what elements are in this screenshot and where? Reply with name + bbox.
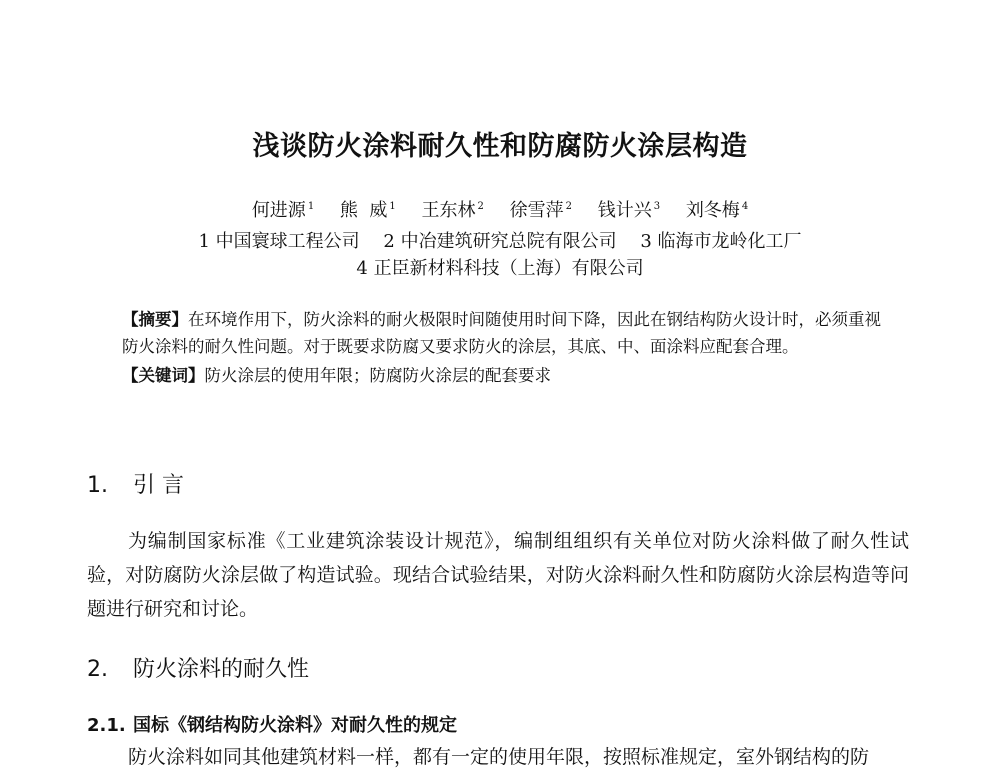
section-title: 防火涂料的耐久性 xyxy=(133,657,310,682)
abstract-block xyxy=(122,306,892,389)
affiliation: 1 中国寰球工程公司 xyxy=(198,231,360,252)
author: 何进源 $^1$ xyxy=(251,200,315,221)
author: 王东林 $^2$ xyxy=(421,200,484,221)
abstract-label: 【摘要】 xyxy=(122,310,188,329)
paper-title: 浅谈防火涂料耐久性和防腐防火涂层构造 xyxy=(252,131,748,162)
keywords xyxy=(122,362,892,389)
affiliation-line xyxy=(0,227,1000,253)
section-number: 1. xyxy=(87,473,108,498)
body-paragraph-partial: 防火涂料如同其他建筑材料一样，都有一定的使用年限，按照标准规定，室外钢结构的防 xyxy=(128,746,870,768)
keywords-text: 防火涂层的使用年限；防腐防火涂层的配套要求 xyxy=(204,366,551,385)
affiliation: 3 临海市龙岭化工厂 xyxy=(640,231,802,252)
author: 熊 威 $^1$ xyxy=(339,200,396,221)
subsection-number: 2.1. xyxy=(87,715,126,736)
affiliation: 4 正臣新材料科技（上海）有限公司 xyxy=(356,258,644,279)
affiliation-line xyxy=(0,254,1000,280)
section-title: 引 言 xyxy=(133,473,184,498)
author: 钱计兴 $^3$ xyxy=(597,200,661,221)
section-heading xyxy=(87,468,184,499)
section-heading xyxy=(87,652,309,683)
affiliation: 2 中冶建筑研究总院有限公司 xyxy=(383,231,617,252)
subsection-title: 国标《钢结构防火涂料》对耐久性的规定 xyxy=(133,715,457,736)
author: 徐雪萍 $^2$ xyxy=(509,200,572,221)
author-list xyxy=(0,196,1000,222)
abstract-text: 在环境作用下，防火涂料的耐火极限时间随使用时间下降，因此在钢结构防火设计时，必须重视防火涂料的耐久性问题。对于既要求防腐又要求防火的涂层，其底、中、面涂料应配套合理。 xyxy=(122,310,881,356)
section-number: 2. xyxy=(87,657,108,682)
keywords-label: 【关键词】 xyxy=(122,366,205,385)
body-paragraph: 为编制国家标准《工业建筑涂装设计规范》，编制组组织有关单位对防火涂料做了耐久性试验，对防腐防火涂层做了构造试验。现结合试验结果，对防火涂料耐久性和防腐防火涂层构造等问题进行研究和讨论。 xyxy=(87,530,909,620)
author: 刘冬梅 $^4$ xyxy=(685,200,749,221)
subsection-heading xyxy=(87,711,457,737)
abstract xyxy=(122,306,892,360)
